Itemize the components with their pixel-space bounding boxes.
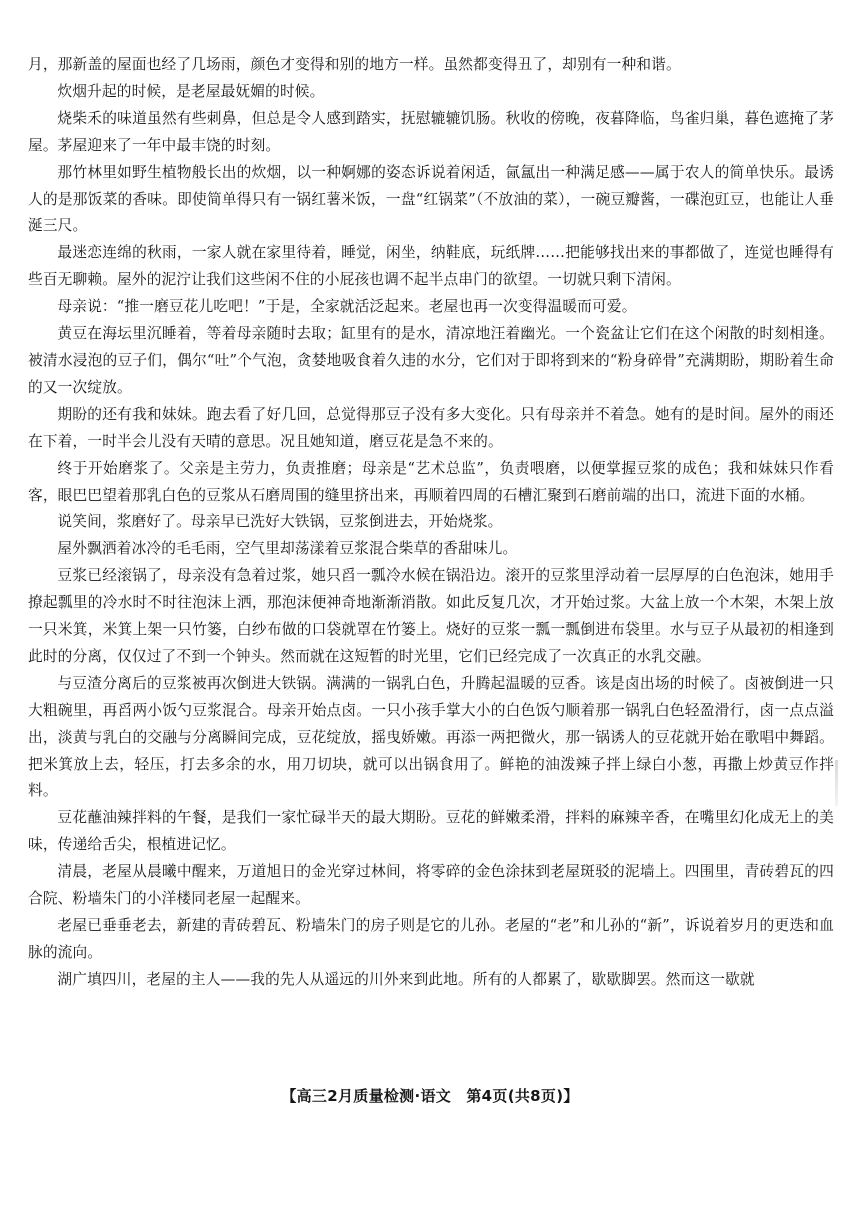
paragraph-1: 月，那新盖的屋面也经了几场雨，颜色才变得和别的地方一样。虽然都变得丑了，却别有一种和谐。 xyxy=(28,56,681,73)
paragraph-15: 清晨，老屋从晨曦中醒来，万道旭日的金光穿过林间，将零碎的金色涂抹到老屋斑驳的泥墙上。四围里，青砖碧瓦的四合院、粉墙朱门的小洋楼同老屋一起醒来。 xyxy=(28,863,834,908)
paragraph-3: 烧柴禾的味道虽然有些刺鼻，但总是令人感到踏实，抚慰辘辘饥肠。秋收的傍晚，夜暮降临，鸟雀归巢，暮色遮掩了茅屋。茅屋迎来了一年中最丰饶的时刻。 xyxy=(28,109,834,154)
paragraph-9: 终于开始磨浆了。父亲是主劳力，负责推磨；母亲是“艺术总监”，负责喂磨，以便掌握豆浆的成色；我和妹妹只作看客，眼巴巴望着那乳白色的豆浆从石磨周围的缝里挤出来，再顺着四周的石槽汇聚到石磨前端的出口，流进下面的水桶。 xyxy=(28,459,834,504)
paragraph-13: 与豆渣分离后的豆浆被再次倒进大铁锅。满满的一锅乳白色，升腾起温暖的豆香。该是卤出场的时候了。卤被倒进一只大粗碗里，再舀两小饭勺豆浆混合。母亲开始点卤。一只小孩手掌大小的白色饭勺顺着那一锅乳白色轻盈滑行，卤一点点溢出，淡黄与乳白的交融与分离瞬间完成，豆花绽放，摇曳娇嫩。再添一两把微火，那一锅诱人的豆花就开始在歌唱中舞蹈。把米箕放上去，轻压，打去多余的水，用刀切块，就可以出锅食用了。鲜艳的油泼辣子拌上绿白小葱，再撒上炒黄豆作拌料。 xyxy=(28,674,834,800)
paragraph-10: 说笑间，浆磨好了。母亲早已洗好大铁锅，豆浆倒进去，开始烧浆。 xyxy=(57,513,503,531)
scan-smudge xyxy=(835,760,838,806)
paragraph-17: 湖广填四川，老屋的主人——我的先人从遥远的川外来到此地。所有的人都累了，歇歇脚罢。然而这一歇就 xyxy=(57,970,755,988)
paragraph-14: 豆花蘸油辣拌料的午餐，是我们一家忙碌半天的最大期盼。豆花的鲜嫩柔滑，拌料的麻辣辛香，在嘴里幻化成无上的美味，传递给舌尖，根植进记忆。 xyxy=(28,809,834,854)
paragraph-16: 老屋已垂垂老去，新建的青砖碧瓦、粉墙朱门的房子则是它的儿孙。老屋的“老”和儿孙的“新”，诉说着岁月的更迭和血脉的流向。 xyxy=(28,917,834,961)
paragraph-6: 母亲说：“推一磨豆花儿吃吧！”于是，全家就活泛起来。老屋也再一次变得温暖而可爱。 xyxy=(57,298,637,316)
paragraph-8: 期盼的还有我和妹妹。跑去看了好几回，总觉得那豆子没有多大变化。只有母亲并不着急。她有的是时间。屋外的雨还在下着，一时半会儿没有天晴的意思。况且她知道，磨豆花是急不来的。 xyxy=(28,405,834,450)
paragraph-7: 黄豆在海坛里沉睡着，等着母亲随时去取；缸里有的是水，清凉地汪着幽光。一个瓷盆让它们在这个闲散的时刻相逢。被清水浸泡的豆子们，偶尔“吐”个气泡，贪婪地吸食着久违的水分，它们对于即将到来的“粉身碎骨”充满期盼，期盼着生命的又一次绽放。 xyxy=(28,325,834,396)
paragraph-11: 屋外飘洒着冰冷的毛毛雨，空气里却荡漾着豆浆混合柴草的香甜味儿。 xyxy=(57,540,518,558)
paragraph-2: 炊烟升起的时候，是老屋最妩媚的时候。 xyxy=(57,82,325,100)
page-footer: 【高三2月质量检测·语文 第4页(共8页)】 xyxy=(281,1087,579,1105)
article-body xyxy=(28,52,834,994)
paragraph-12: 豆浆已经滚锅了，母亲没有急着过浆，她只舀一瓢冷水候在锅沿边。滚开的豆浆里浮动着一层厚厚的白色泡沫，她用手撩起瓢里的冷水时不时往泡沫上洒，那泡沫便神奇地渐渐消散。如此反复几次，才开始过浆。大盆上放一个木架，木架上放一只米箕，米箕上架一只竹篓，白纱布做的口袋就罩在竹篓上。烧好的豆浆一瓢一瓢倒进布袋里。水与豆子从最初的相逢到此时的分离，仅仅过了不到一个钟头。然而就在这短暂的时光里，它们已经完成了一次真正的水乳交融。 xyxy=(28,567,834,665)
paragraph-5: 最迷恋连绵的秋雨，一家人就在家里待着，睡觉，闲坐，纳鞋底，玩纸牌……把能够找出来的事都做了，连觉也睡得有些百无聊赖。屋外的泥泞让我们这些闲不住的小屁孩也调不起半点串门的欲望。一切就只剩下清闲。 xyxy=(28,244,834,289)
paragraph-4: 那竹林里如野生植物般长出的炊烟，以一种婀娜的姿态诉说着闲适，氤氲出一种满足感——属于农人的简单快乐。最诱人的是那饭菜的香味。即使简单得只有一锅红薯米饭，一盘“红锅菜”（不放油的菜），一碗豆瓣酱，一碟泡豇豆，也能让人垂涎三尺。 xyxy=(28,163,834,235)
